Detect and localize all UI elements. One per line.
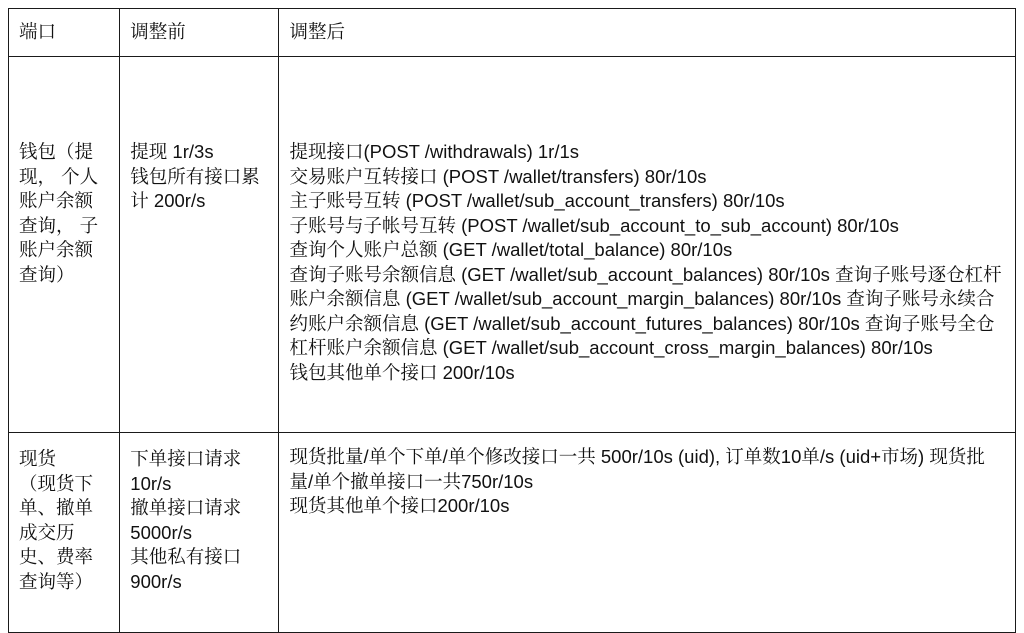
wallet-port-cell: 钱包（提 现， 个人 账户余额 查询， 子 账户余额 查询） [9,57,120,433]
table-row-wallet [9,57,1016,433]
table-row-spot [9,433,1016,633]
header-after: 调整后 [279,9,1016,57]
wallet-before-cell: 提现 1r/3s 钱包所有接口累计 200r/s [120,57,279,433]
spot-port-cell: 现货 （现货下 单、撤单 成交历 史、费率 查询等） [9,433,120,633]
header-port: 端口 [9,9,120,57]
rate-limit-table [8,8,1016,633]
spot-before-cell: 下单接口请求 10r/s 撤单接口请求 5000r/s 其他私有接口 900r/s [120,433,279,633]
header-before: 调整前 [120,9,279,57]
table-header-row [9,9,1016,57]
spot-after-cell: 现货批量/单个下单/单个修改接口一共 500r/10s (uid), 订单数10单/s (uid+市场) 现货批量/单个撤单接口一共750r/10s 现货其他单个接口200r/10s [279,433,1016,633]
wallet-after-cell: 提现接口(POST /withdrawals) 1r/1s 交易账户互转接口 (POST /wallet/transfers) 80r/10s 主子账号互转 (POST /wallet/sub_account_transfers) 80r/10s 子账号与子帐号互转 (POST /wallet/sub_account_to_sub_account) 80r/10s 查询个人账户总额 (GET /wallet/total_balance) 80r/10s 查询子账号余额信息 (GET /wallet/sub_account_balances) 80r/10s 查询子账号逐仓杠杆账户余额信息 (GET /wallet/sub_account_margin_balances) 80r/10s 查询子账号永续合约账户余额信息 (GET /wallet/sub_account_futures_balances) 80r/10s 查询子账号全仓杠杆账户余额信息 (GET /wallet/sub_account_cross_margin_balances) 80r/10s 钱包其他单个接口 200r/10s [279,57,1016,433]
